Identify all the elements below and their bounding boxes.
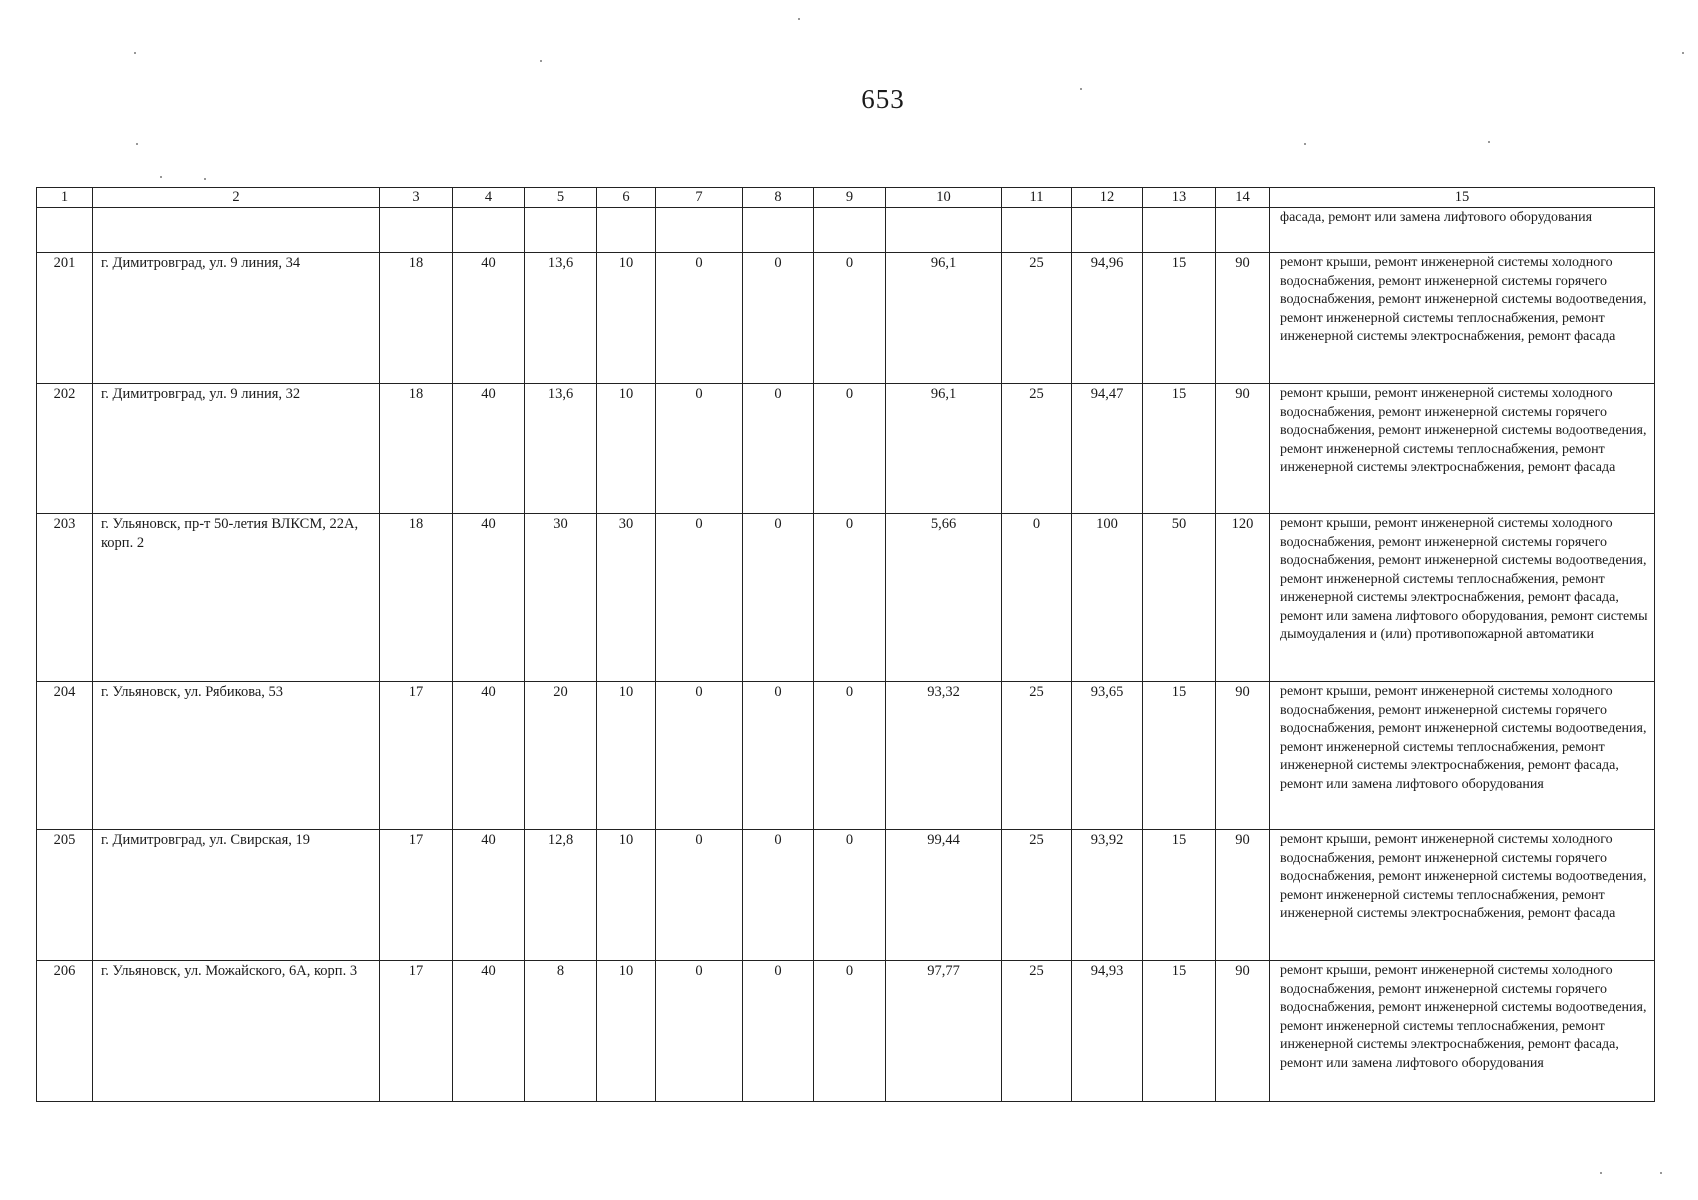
value-cell: 0	[743, 682, 814, 830]
value-cell: 0	[656, 961, 743, 1102]
value-cell: 17	[380, 961, 453, 1102]
header-cell: 11	[1002, 188, 1072, 208]
scan-speck	[1488, 141, 1490, 143]
empty-cell	[1143, 208, 1216, 253]
empty-cell	[453, 208, 525, 253]
empty-cell	[380, 208, 453, 253]
row-number-cell: 202	[37, 384, 93, 514]
header-row	[37, 188, 1655, 208]
value-cell: 0	[743, 253, 814, 384]
value-cell: 90	[1216, 384, 1270, 514]
empty-cell	[37, 208, 93, 253]
scan-speck	[204, 178, 206, 180]
header-cell: 13	[1143, 188, 1216, 208]
value-cell: 17	[380, 830, 453, 961]
empty-cell	[743, 208, 814, 253]
header-cell: 2	[93, 188, 380, 208]
header-cell: 4	[453, 188, 525, 208]
works-cell: ремонт крыши, ремонт инженерной системы холодного водоснабжения, ремонт инженерной системы горячего водоснабжения, ремонт инженерной системы водоотведения, ремонт инженерной системы теплоснабжения, ремонт инженерной системы электроснабжения, ремонт фасада, ремонт или замена лифтового оборудования	[1270, 961, 1655, 1102]
value-cell: 40	[453, 830, 525, 961]
scan-speck	[798, 18, 800, 20]
value-cell: 0	[656, 253, 743, 384]
value-cell: 90	[1216, 830, 1270, 961]
value-cell: 17	[380, 682, 453, 830]
value-cell: 30	[525, 514, 597, 682]
scan-speck	[1304, 143, 1306, 145]
scan-speck	[540, 60, 542, 62]
address-cell: г. Ульяновск, ул. Можайского, 6А, корп. 3	[93, 961, 380, 1102]
works-cell: ремонт крыши, ремонт инженерной системы холодного водоснабжения, ремонт инженерной системы горячего водоснабжения, ремонт инженерной системы водоотведения, ремонт инженерной системы теплоснабжения, ремонт инженерной системы электроснабжения, ремонт фасада, ремонт или замена лифтового оборудования	[1270, 682, 1655, 830]
value-cell: 15	[1143, 682, 1216, 830]
value-cell: 0	[743, 830, 814, 961]
scan-speck	[136, 143, 138, 145]
table-row	[37, 961, 1655, 1102]
value-cell: 0	[814, 961, 886, 1102]
value-cell: 100	[1072, 514, 1143, 682]
table-row	[37, 514, 1655, 682]
value-cell: 25	[1002, 961, 1072, 1102]
scan-speck	[1080, 88, 1082, 90]
value-cell: 0	[656, 384, 743, 514]
table-row	[37, 253, 1655, 384]
scan-speck	[1660, 1172, 1662, 1174]
value-cell: 40	[453, 682, 525, 830]
value-cell: 50	[1143, 514, 1216, 682]
value-cell: 13,6	[525, 384, 597, 514]
value-cell: 0	[743, 384, 814, 514]
scan-speck	[134, 52, 136, 54]
header-cell: 7	[656, 188, 743, 208]
header-cell: 5	[525, 188, 597, 208]
value-cell: 94,47	[1072, 384, 1143, 514]
row-number-cell: 203	[37, 514, 93, 682]
value-cell: 0	[814, 253, 886, 384]
value-cell: 18	[380, 514, 453, 682]
header-cell: 1	[37, 188, 93, 208]
value-cell: 96,1	[886, 384, 1002, 514]
empty-cell	[1216, 208, 1270, 253]
header-cell: 6	[597, 188, 656, 208]
header-cell: 8	[743, 188, 814, 208]
value-cell: 0	[743, 514, 814, 682]
works-cell: ремонт крыши, ремонт инженерной системы холодного водоснабжения, ремонт инженерной системы горячего водоснабжения, ремонт инженерной системы водоотведения, ремонт инженерной системы теплоснабжения, ремонт инженерной системы электроснабжения, ремонт фасада	[1270, 384, 1655, 514]
value-cell: 15	[1143, 253, 1216, 384]
value-cell: 93,32	[886, 682, 1002, 830]
value-cell: 10	[597, 961, 656, 1102]
value-cell: 40	[453, 253, 525, 384]
header-cell: 9	[814, 188, 886, 208]
value-cell: 90	[1216, 961, 1270, 1102]
header-cell: 12	[1072, 188, 1143, 208]
address-cell: г. Димитровград, ул. 9 линия, 34	[93, 253, 380, 384]
table-row	[37, 682, 1655, 830]
empty-cell	[886, 208, 1002, 253]
value-cell: 93,92	[1072, 830, 1143, 961]
value-cell: 90	[1216, 682, 1270, 830]
scan-speck	[1682, 52, 1684, 54]
value-cell: 90	[1216, 253, 1270, 384]
value-cell: 20	[525, 682, 597, 830]
value-cell: 0	[656, 514, 743, 682]
value-cell: 0	[1002, 514, 1072, 682]
value-cell: 15	[1143, 961, 1216, 1102]
row-number-cell: 204	[37, 682, 93, 830]
value-cell: 0	[814, 384, 886, 514]
value-cell: 25	[1002, 830, 1072, 961]
value-cell: 120	[1216, 514, 1270, 682]
header-cell: 14	[1216, 188, 1270, 208]
value-cell: 0	[656, 830, 743, 961]
address-cell: г. Димитровград, ул. Свирская, 19	[93, 830, 380, 961]
value-cell: 40	[453, 961, 525, 1102]
row-number-cell: 201	[37, 253, 93, 384]
value-cell: 0	[814, 514, 886, 682]
empty-cell	[1002, 208, 1072, 253]
register-table	[36, 187, 1655, 1102]
empty-cell	[656, 208, 743, 253]
empty-cell	[814, 208, 886, 253]
table-row	[37, 830, 1655, 961]
value-cell: 10	[597, 253, 656, 384]
value-cell: 97,77	[886, 961, 1002, 1102]
value-cell: 25	[1002, 253, 1072, 384]
header-cell: 10	[886, 188, 1002, 208]
continuation-row	[37, 208, 1655, 253]
value-cell: 25	[1002, 682, 1072, 830]
empty-cell	[1072, 208, 1143, 253]
value-cell: 0	[743, 961, 814, 1102]
value-cell: 10	[597, 384, 656, 514]
row-number-cell: 205	[37, 830, 93, 961]
value-cell: 12,8	[525, 830, 597, 961]
table-row	[37, 384, 1655, 514]
scan-speck	[1600, 1172, 1602, 1174]
value-cell: 94,93	[1072, 961, 1143, 1102]
works-cell: ремонт крыши, ремонт инженерной системы холодного водоснабжения, ремонт инженерной системы горячего водоснабжения, ремонт инженерной системы водоотведения, ремонт инженерной системы теплоснабжения, ремонт инженерной системы электроснабжения, ремонт фасада	[1270, 830, 1655, 961]
address-cell: г. Ульяновск, ул. Рябикова, 53	[93, 682, 380, 830]
scan-speck	[160, 176, 162, 178]
value-cell: 10	[597, 682, 656, 830]
value-cell: 18	[380, 253, 453, 384]
value-cell: 40	[453, 384, 525, 514]
value-cell: 15	[1143, 384, 1216, 514]
value-cell: 0	[814, 830, 886, 961]
header-cell: 15	[1270, 188, 1655, 208]
value-cell: 0	[814, 682, 886, 830]
empty-cell	[597, 208, 656, 253]
page-number: 653	[861, 84, 905, 114]
empty-cell	[525, 208, 597, 253]
value-cell: 93,65	[1072, 682, 1143, 830]
value-cell: 13,6	[525, 253, 597, 384]
works-cell: ремонт крыши, ремонт инженерной системы холодного водоснабжения, ремонт инженерной системы горячего водоснабжения, ремонт инженерной системы водоотведения, ремонт инженерной системы теплоснабжения, ремонт инженерной системы электроснабжения, ремонт фасада, ремонт или замена лифтового оборудования, ремонт системы дымоудаления и (или) противопожарной автоматики	[1270, 514, 1655, 682]
value-cell: 30	[597, 514, 656, 682]
value-cell: 96,1	[886, 253, 1002, 384]
works-cell: фасада, ремонт или замена лифтового оборудования	[1270, 208, 1655, 253]
works-cell: ремонт крыши, ремонт инженерной системы холодного водоснабжения, ремонт инженерной системы горячего водоснабжения, ремонт инженерной системы водоотведения, ремонт инженерной системы теплоснабжения, ремонт инженерной системы электроснабжения, ремонт фасада	[1270, 253, 1655, 384]
value-cell: 25	[1002, 384, 1072, 514]
address-cell: г. Ульяновск, пр-т 50-летия ВЛКСМ, 22А, корп. 2	[93, 514, 380, 682]
value-cell: 8	[525, 961, 597, 1102]
value-cell: 0	[656, 682, 743, 830]
value-cell: 15	[1143, 830, 1216, 961]
value-cell: 10	[597, 830, 656, 961]
row-number-cell: 206	[37, 961, 93, 1102]
address-cell: г. Димитровград, ул. 9 линия, 32	[93, 384, 380, 514]
value-cell: 18	[380, 384, 453, 514]
value-cell: 94,96	[1072, 253, 1143, 384]
empty-cell	[93, 208, 380, 253]
header-cell: 3	[380, 188, 453, 208]
value-cell: 99,44	[886, 830, 1002, 961]
value-cell: 40	[453, 514, 525, 682]
value-cell: 5,66	[886, 514, 1002, 682]
